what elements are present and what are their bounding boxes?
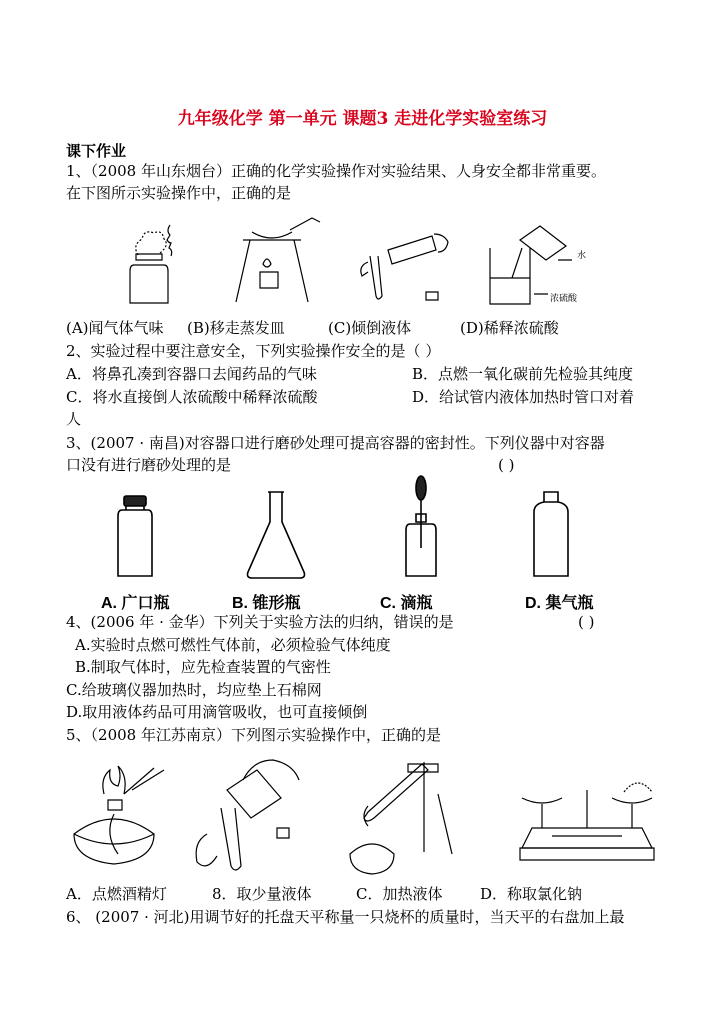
q5-option-c: C．加热液体 <box>356 885 443 903</box>
q3-caption-d: D. 集气瓶 <box>525 595 594 612</box>
q3-answer-paren: ( ) <box>498 456 515 474</box>
q5-stem: 5、（2008 年江苏南京）下列图示实验操作中，正确的是 <box>66 726 441 744</box>
q5-figure-c-heat-liquid <box>338 754 458 880</box>
q5-figure-d-weigh-salt <box>512 770 662 866</box>
q3-figure-b-conical-flask <box>245 490 307 580</box>
q3-figure-a-wide-mouth-bottle <box>116 494 154 580</box>
q1-figure-c-pour-liquid <box>348 222 458 312</box>
q1-option-b: (B)移走蒸发皿 <box>187 319 285 337</box>
q5-option-a: A．点燃酒精灯 <box>66 885 167 903</box>
q5-figure-b-take-liquid <box>187 750 307 882</box>
q4-option-b: B.制取气体时，应先检查装置的气密性 <box>75 658 331 676</box>
q1-option-a: (A)闻气体气味 <box>66 319 164 337</box>
q5-option-d: D．称取氯化钠 <box>480 885 583 903</box>
q3-caption-b: B. 锥形瓶 <box>232 595 301 612</box>
q3-stem-line2: 口没有进行磨砂处理的是 <box>66 456 232 474</box>
q3-figure-d-gas-collecting-bottle <box>532 490 570 580</box>
q3-caption-a: A. 广口瓶 <box>101 595 170 612</box>
q5-figure-a-light-lamp <box>64 764 174 876</box>
q3-stem-line1: 3、(2007 · 南昌)对容器口进行磨砂处理可提高容器的密封性。下列仪器中对容器 <box>66 434 605 452</box>
q1-option-c: (C)倾倒液体 <box>328 319 412 337</box>
q2-option-d: D．给试管内液体加热时管口对着 <box>412 388 635 406</box>
section-heading: 课下作业 <box>66 142 127 160</box>
q4-option-c: C.给玻璃仪器加热时，均应垫上石棉网 <box>66 681 322 699</box>
q4-answer-paren: ( ) <box>578 613 595 631</box>
q1-figure-a-smell <box>120 215 190 310</box>
q1-figure-b-evaporating-dish <box>228 212 323 312</box>
q1-stem-line1: 1、（2008 年山东烟台）正确的化学实验操作对实验结果、人身安全都非常重要。 <box>66 162 606 180</box>
q1-option-d: (D)稀释浓硫酸 <box>460 319 559 337</box>
q2-option-a: A．将鼻孔凑到容器口去闻药品的气味 <box>66 365 317 383</box>
q1-stem-line2: 在下图所示实验操作中，正确的是 <box>66 184 292 202</box>
q4-stem: 4、(2006 年 · 金华）下列关于实验方法的归纳，错误的是 <box>66 613 454 631</box>
q2-option-d-continued: 人 <box>66 410 82 428</box>
q6-stem-line1: 6、 (2007 · 河北)用调节好的托盘天平称量一只烧杯的质量时，当天平的右盘加上最 <box>66 908 625 926</box>
q4-option-d: D.取用液体药品可用滴管吸收，也可直接倾倒 <box>66 703 368 721</box>
page-title: 九年级化学 第一单元 课题3 走进化学实验室练习 <box>177 109 548 129</box>
q3-caption-c: C. 滴瓶 <box>380 595 433 612</box>
q3-figure-c-dropper-bottle <box>404 474 438 580</box>
q2-option-b: B．点燃一氧化碳前先检验其纯度 <box>412 365 634 383</box>
q2-option-c: C．将水直接倒人浓硫酸中稀释浓硫酸 <box>66 388 318 406</box>
q5-option-b: 8．取少量液体 <box>212 885 312 903</box>
q4-option-a: A.实验时点燃可燃性气体前，必须检验气体纯度 <box>75 636 391 654</box>
q2-stem: 2、实验过程中要注意安全，下列实验操作安全的是（ ） <box>66 342 441 360</box>
q1-fig-label-acid: 浓硫酸 <box>550 294 578 304</box>
q1-fig-label-water: 水 <box>577 251 587 261</box>
